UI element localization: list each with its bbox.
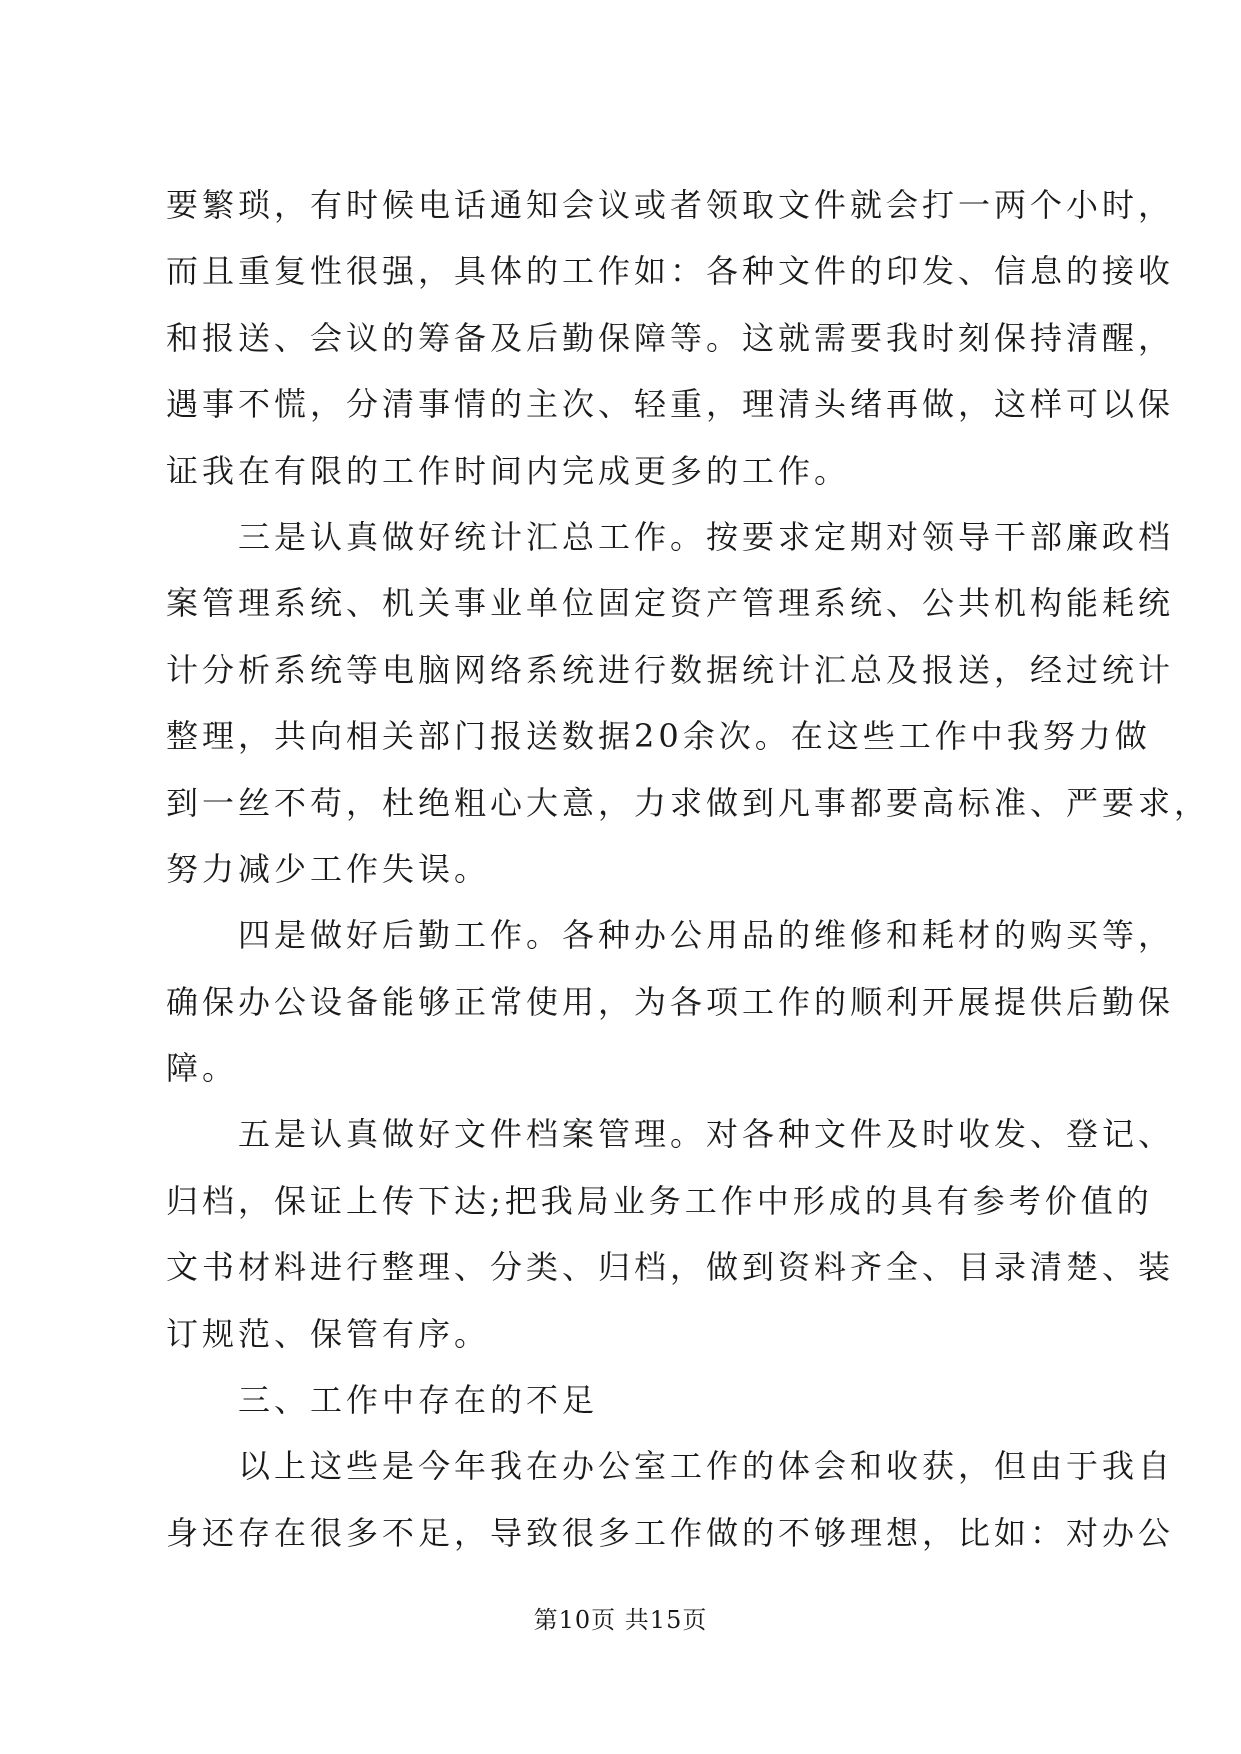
- text-line: 证我在有限的工作时间内完成更多的工作。: [166, 451, 851, 490]
- text-line: 案管理系统、机关事业单位固定资产管理系统、公共机构能耗统: [166, 584, 1175, 623]
- text-line: 努力减少工作失误。: [166, 849, 491, 888]
- paragraph-start-line: 三是认真做好统计汇总工作。按要求定期对领导干部廉政档: [238, 517, 1175, 556]
- body-text: [166, 172, 1211, 1566]
- text-line: 要繁琐，有时候电话通知会议或者领取文件就会打一两个小时，: [166, 186, 1175, 224]
- paragraph-start-line: 五是认真做好文件档案管理。对各种文件及时收发、登记、: [238, 1115, 1175, 1154]
- text-line: 订规范、保管有序。: [166, 1314, 491, 1353]
- text-line: 障。: [166, 1049, 239, 1088]
- text-line: 文书材料进行整理、分类、归档，做到资料齐全、目录清楚、装: [166, 1248, 1175, 1287]
- text-line: 遇事不慌，分清事情的主次、轻重，理清头绪再做，这样可以保: [166, 385, 1175, 424]
- text-line: 确保办公设备能够正常使用，为各项工作的顺利开展提供后勤保: [166, 982, 1175, 1021]
- section-heading: 三、工作中存在的不足: [238, 1381, 599, 1420]
- page-number-footer: 第10页 共15页: [533, 1606, 708, 1634]
- paragraph-start-line: 以上这些是今年我在办公室工作的体会和收获，但由于我自: [238, 1447, 1175, 1486]
- text-line: 计分析系统等电脑网络系统进行数据统计汇总及报送，经过统计: [166, 650, 1175, 689]
- text-line: 到一丝不苟，杜绝粗心大意，力求做到凡事都要高标准、严要求，: [166, 783, 1211, 822]
- paragraph-start-line: 四是做好后勤工作。各种办公用品的维修和耗材的购买等，: [238, 916, 1175, 955]
- text-line: 身还存在很多不足，导致很多工作做的不够理想，比如：对办公: [166, 1513, 1175, 1552]
- text-line: 归档，保证上传下达;把我局业务工作中形成的具有参考价值的: [166, 1181, 1153, 1220]
- text-line: 整理，共向相关部门报送数据20余次。在这些工作中我努力做: [166, 717, 1151, 756]
- text-line: 和报送、会议的筹备及后勤保障等。这就需要我时刻保持清醒，: [166, 318, 1175, 357]
- text-line: 而且重复性很强，具体的工作如：各种文件的印发、信息的接收: [166, 252, 1175, 291]
